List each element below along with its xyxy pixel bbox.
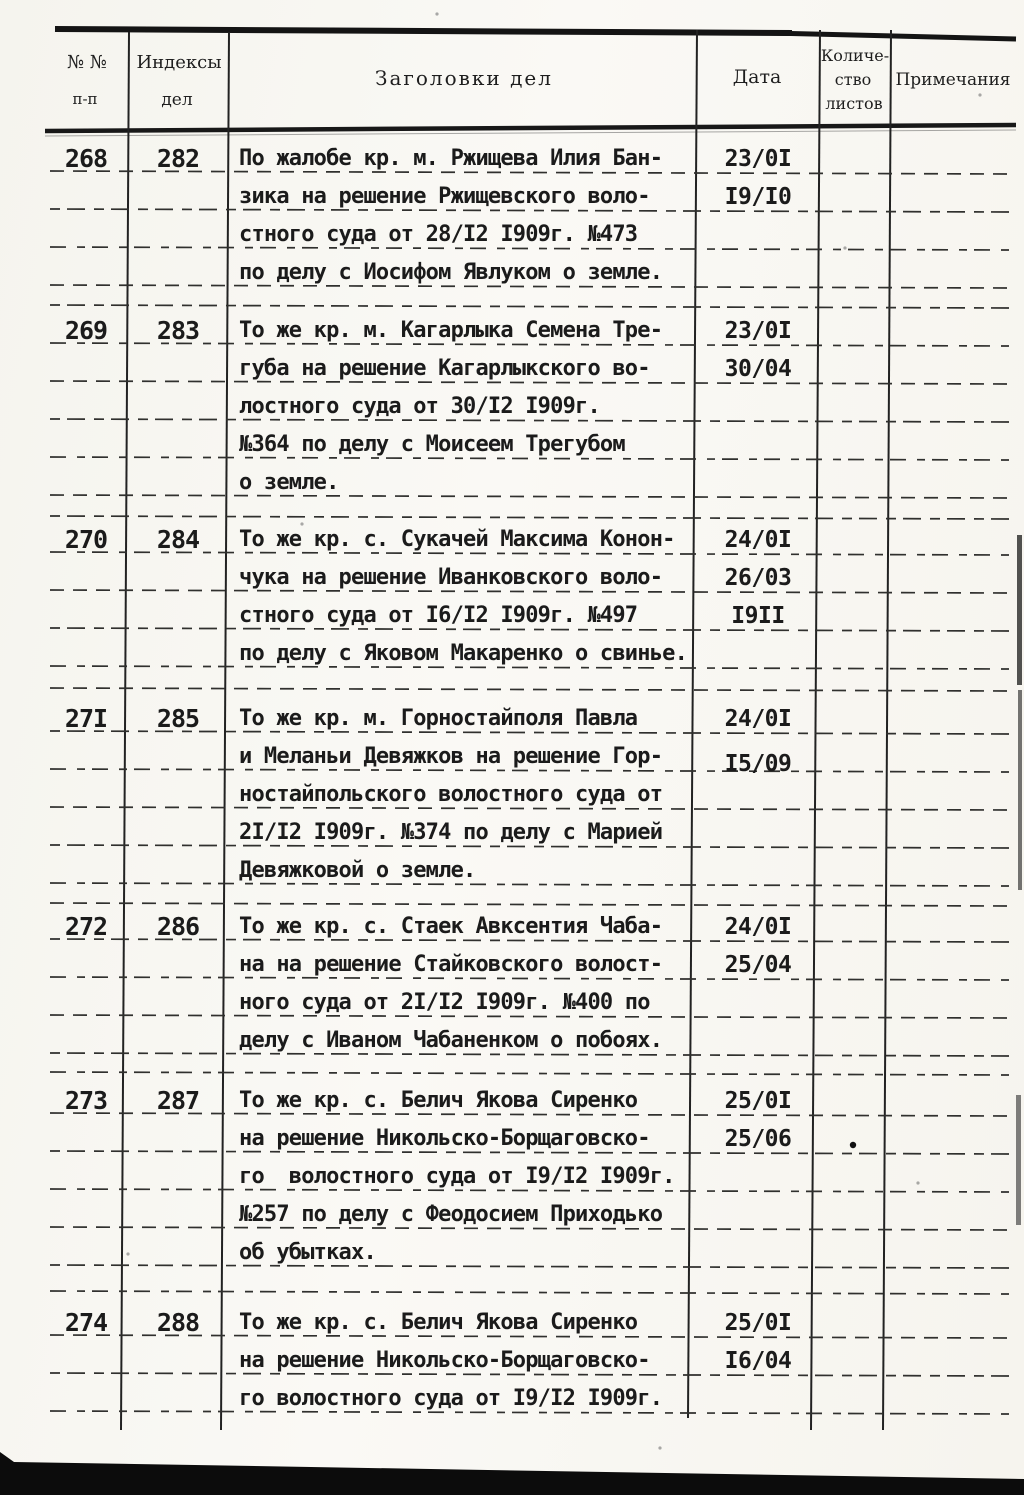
- title-line: на решение Никольско-Борщаговско-: [239, 1348, 650, 1373]
- title-line: губа на решение Кагарлыкского во-: [239, 356, 650, 381]
- case-date: I6/04: [724, 1348, 792, 1374]
- row-index: 286: [156, 912, 200, 941]
- case-title: [239, 700, 695, 890]
- case-title: [239, 140, 695, 292]
- case-date: I5/09: [724, 751, 792, 777]
- row-number: 270: [64, 525, 108, 554]
- title-line: То же кр. м. Кагарлыка Семена Тре-: [239, 318, 663, 343]
- case-dates: [699, 1304, 817, 1380]
- case-date: 25/04: [724, 952, 792, 978]
- case-date: 23/0I: [724, 146, 792, 172]
- row-index: 283: [156, 316, 200, 345]
- case-date: 25/0I: [724, 1310, 792, 1336]
- row-number: 268: [64, 144, 108, 173]
- case-dates: [699, 908, 817, 984]
- title-line: ностайпольского волостного суда от: [239, 782, 663, 807]
- col-header-index-line1: Индексы: [136, 52, 222, 73]
- case-title: [239, 1082, 695, 1272]
- case-date: I9II: [731, 603, 785, 629]
- title-line: №257 по делу с Феодосием Приходько: [239, 1202, 663, 1227]
- title-line: и Меланьи Девяжков на решение Гор-: [239, 744, 663, 769]
- case-date: 25/0I: [724, 1088, 792, 1114]
- row-number: 274: [64, 1308, 108, 1337]
- col-header-count-line3: листов: [825, 94, 883, 113]
- col-header-count-line1: Количе-: [820, 46, 890, 65]
- case-title: [239, 312, 695, 502]
- row-index: 282: [156, 144, 200, 173]
- col-header-number-line1: № №: [67, 52, 107, 73]
- case-date: 30/04: [724, 356, 792, 382]
- title-line: 2I/I2 I909г. №374 по делу с Марией: [239, 820, 663, 845]
- title-line: зика на решение Ржищевского воло-: [239, 184, 650, 209]
- row-index: 287: [156, 1086, 200, 1115]
- row-number: 27I: [64, 704, 108, 733]
- row-index: 285: [156, 704, 200, 733]
- row-number: 272: [64, 912, 108, 941]
- row-index: 284: [156, 525, 200, 554]
- row-index: 288: [156, 1308, 200, 1337]
- case-date: I9/I0: [724, 184, 792, 210]
- title-line: об убытках.: [239, 1240, 376, 1265]
- title-line: по делу с Иосифом Явлуком о земле.: [239, 260, 663, 285]
- case-title: [239, 908, 695, 1060]
- col-header-number-line2: п-п: [72, 90, 98, 108]
- title-line: То же кр. с. Белич Якова Сиренко: [239, 1310, 638, 1335]
- title-line: То же кр. с. Сукачей Максима Конон-: [239, 527, 675, 552]
- case-dates: [699, 312, 817, 388]
- case-date: 24/0I: [724, 706, 792, 732]
- col-header-index-line2: дел: [161, 90, 193, 110]
- title-line: Девяжковой о земле.: [239, 858, 476, 883]
- col-header-notes: Примечания: [895, 70, 1011, 90]
- title-line: чука на решение Иванковского воло-: [239, 565, 663, 590]
- title-line: на на решение Стайковского волост-: [239, 952, 663, 977]
- col-header-count-line2: ство: [834, 70, 872, 89]
- title-line: ного суда от 2I/I2 I909г. №400 по: [239, 990, 650, 1015]
- case-dates: [699, 521, 817, 635]
- title-line: То же кр. с. Белич Якова Сиренко: [239, 1088, 638, 1113]
- case-date: 26/03: [724, 565, 792, 591]
- title-line: №364 по делу с Моисеем Трегубом: [239, 432, 625, 457]
- case-dates: [699, 140, 817, 216]
- title-line: стного суда от I6/I2 I909г. №497: [239, 603, 638, 628]
- row-number: 273: [64, 1086, 108, 1115]
- case-date: 24/0I: [724, 527, 792, 553]
- col-header-titles: Заголовки дел: [375, 66, 553, 90]
- title-line: лостного суда от 30/I2 I909г.: [239, 394, 600, 419]
- title-line: на решение Никольско-Борщаговско-: [239, 1126, 650, 1151]
- col-header-date: Дата: [732, 66, 782, 88]
- case-dates: [699, 1082, 817, 1158]
- title-line: о земле.: [239, 470, 339, 495]
- case-date: 25/06: [724, 1126, 792, 1152]
- row-number: 269: [64, 316, 108, 345]
- case-title: [239, 1304, 695, 1418]
- title-line: То же кр. с. Стаек Авксентия Чаба-: [239, 914, 663, 939]
- case-date: 24/0I: [724, 914, 792, 940]
- title-line: То же кр. м. Горностайполя Павла: [239, 706, 638, 731]
- title-line: по делу с Яковом Макаренко о свинье.: [239, 641, 688, 666]
- title-line: го волостного суда от I9/I2 I909г.: [239, 1386, 663, 1411]
- case-date: 23/0I: [724, 318, 792, 344]
- title-line: делу с Иваном Чабаненком о побоях.: [239, 1028, 663, 1053]
- case-dates: [699, 700, 817, 783]
- title-line: По жалобе кр. м. Ржищева Илия Бан-: [239, 146, 663, 171]
- title-line: го волостного суда от I9/I2 I909г.: [239, 1164, 675, 1189]
- title-line: стного суда от 28/I2 I909г. №473: [239, 222, 638, 247]
- case-title: [239, 521, 695, 673]
